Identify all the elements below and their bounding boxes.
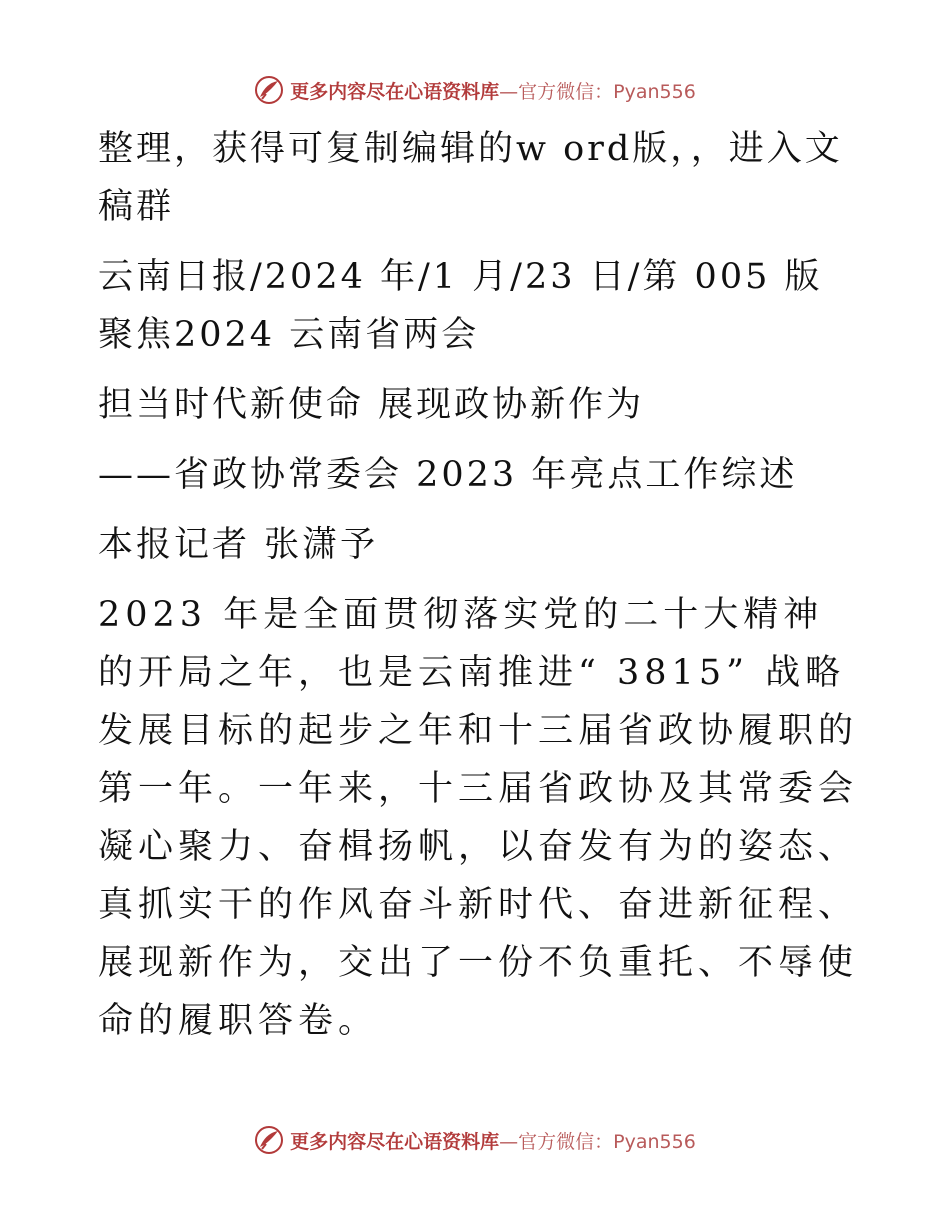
pen-logo-icon	[254, 1125, 284, 1155]
body-paragraph: 2023 年是全面贯彻落实党的二十大精神的开局之年，也是云南推进“ 3815” 战略发展目标的起步之年和十三届省政协履职的第一年。一年来，十三届省政协及其常委会凝心聚力、奋楫扬帆，以奋发有为的姿态、真抓实干的作风奋斗新时代、奋进新征程、展现新作为，交出了一份不负重托、不辱使命的履职答卷。	[98, 595, 859, 1041]
pen-logo-icon	[254, 75, 284, 105]
byline: 本报记者 张潇予	[98, 525, 379, 565]
article-subtitle: ——省政协常委会 2023 年亮点工作综述	[98, 455, 798, 495]
watermark-sub-text: —官方微信：Pyan556	[499, 1130, 696, 1153]
article-title: 担当时代新使命 展现政协新作为	[98, 385, 645, 425]
document-body	[98, 120, 858, 1062]
source-line: 云南日报/2024 年/1 月/23 日/第 005 版聚焦2024 云南省两会	[98, 257, 823, 355]
intro-note: 整理，获得可复制编辑的w ord版，，进入文稿群	[98, 129, 843, 227]
watermark-main-text: 更多内容尽在心语资料库	[290, 80, 500, 103]
watermark-sub-text: —官方微信：Pyan556	[499, 80, 696, 103]
header-watermark	[0, 70, 950, 110]
footer-watermark	[0, 1120, 950, 1160]
watermark-main-text: 更多内容尽在心语资料库	[290, 1130, 500, 1153]
